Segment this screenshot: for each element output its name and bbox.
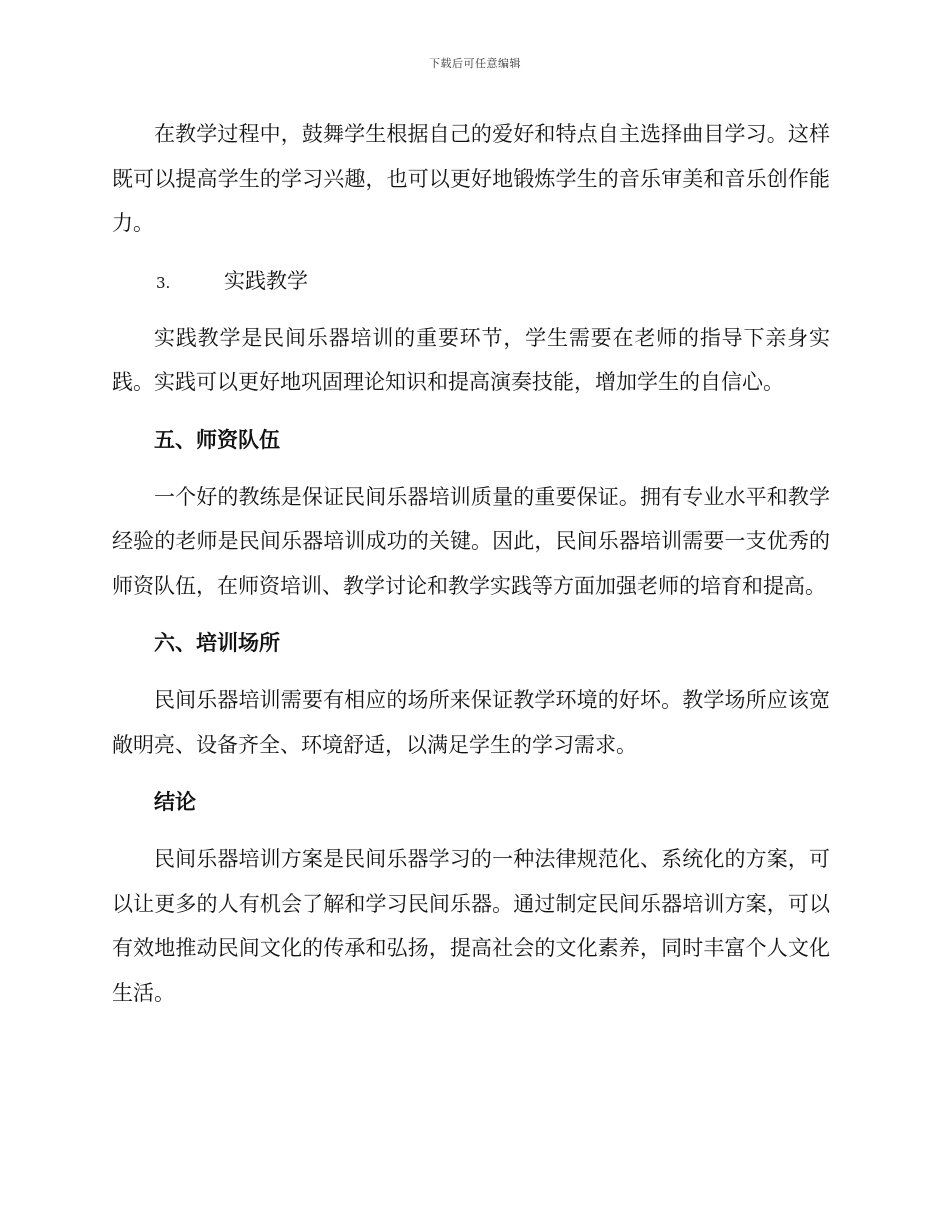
section-heading-venue: 六、培训场所 [154, 631, 280, 655]
list-item-practice-teaching [112, 259, 830, 303]
paragraph-venue: 民间乐器培训需要有相应的场所来保证教学环境的好坏。教学场所应该宽敞明亮、设备齐全、环境舒适，以满足学生的学习需求。 [112, 688, 830, 757]
document-body [112, 112, 830, 1028]
paragraph-self-selected-repertoire: 在教学过程中，鼓舞学生根据自己的爱好和特点自主选择曲目学习。这样既可以提高学生的学习兴趣，也可以更好地锻炼学生的音乐审美和音乐创作能力。 [112, 122, 830, 235]
list-item-title: 实践教学 [224, 268, 308, 293]
section-heading-conclusion: 结论 [154, 790, 196, 814]
paragraph-practice-teaching: 实践教学是民间乐器培训的重要环节，学生需要在老师的指导下亲身实践。实践可以更好地巩固理论知识和提高演奏技能，增加学生的自信心。 [112, 325, 830, 394]
list-item-number: 3. [156, 273, 171, 292]
section-heading-faculty: 五、师资队伍 [154, 427, 280, 452]
paragraph-faculty: 一个好的教练是保证民间乐器培训质量的重要保证。拥有专业水平和教学经验的老师是民间乐器培训成功的关键。因此，民间乐器培训需要一支优秀的师资队伍，在师资培训、教学讨论和教学实践等方面加强老师的培育和提高。 [112, 484, 830, 598]
paragraph-conclusion: 民间乐器培训方案是民间乐器学习的一种法律规范化、系统化的方案，可以让更多的人有机会了解和学习民间乐器。通过制定民间乐器培训方案，可以有效地推动民间文化的传承和弘扬，提高社会的文化素养，同时丰富个人文化生活。 [112, 847, 830, 1005]
page-header: 下载后可任意编辑 [429, 57, 521, 70]
